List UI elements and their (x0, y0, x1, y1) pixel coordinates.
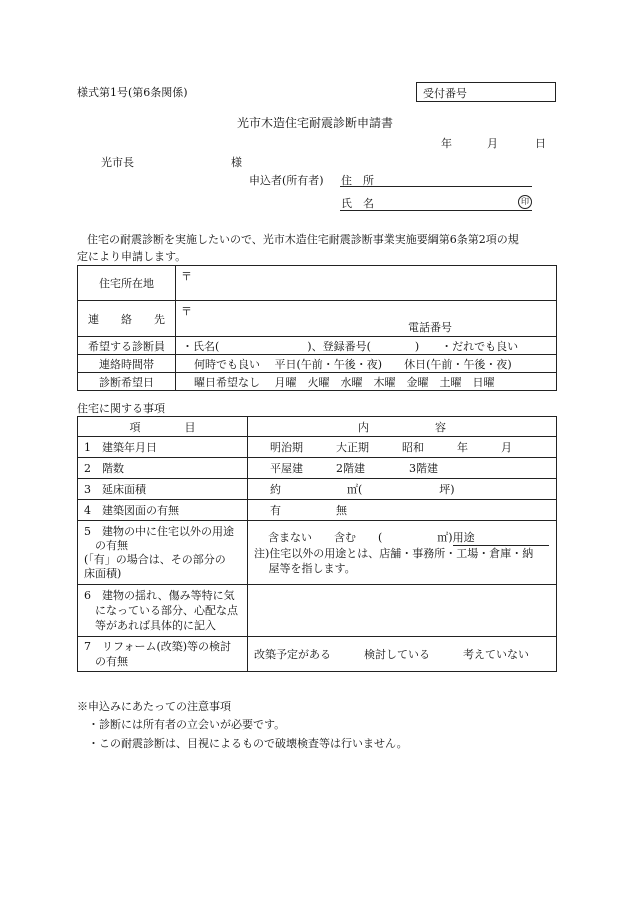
location-field[interactable] (176, 266, 557, 301)
table-row (78, 301, 557, 337)
receipt-number-box[interactable] (416, 82, 556, 102)
contact-field[interactable] (176, 301, 557, 337)
row-item-line: (「有」の場合は、その部分の (84, 552, 226, 566)
applicant-address-line[interactable] (340, 186, 532, 187)
usage-options: 含まない 含む ( ㎡) (268, 530, 453, 544)
row-item-line: 6 建物の揺れ、傷み等特に気 (84, 589, 235, 602)
row-item-line: の有無 (84, 538, 128, 552)
contact-time-label: 連絡時間帯 (78, 355, 176, 373)
table-row (78, 637, 557, 672)
table-row (78, 500, 557, 521)
table-row (78, 266, 557, 301)
row-item-line: の有無 (84, 655, 128, 668)
table-row (78, 373, 557, 391)
contact-label: 連 絡 先 (78, 301, 176, 337)
note-item: ・診断には所有者の立会いが必要です。 (88, 718, 286, 731)
row-item: 1 建築年月日 (78, 437, 248, 458)
desired-date-field[interactable]: 曜日希望なし 月曜 火曜 水曜 木曜 金曜 土曜 日曜 (176, 373, 557, 391)
postal-mark: 〒 (181, 270, 192, 283)
applicant-label: 申込者(所有者) (249, 174, 324, 187)
row-item (78, 637, 248, 672)
row-item: 2 階数 (78, 458, 248, 479)
usage-field[interactable]: 用途 (453, 530, 549, 546)
table-row (78, 355, 557, 373)
addressee-honorific: 様 (231, 156, 242, 169)
row-item (78, 585, 248, 637)
applicant-name-line[interactable] (340, 210, 532, 211)
row-content[interactable] (248, 585, 557, 637)
contact-time-field[interactable]: 何時でも良い 平日(午前・午後・夜) 休日(午前・午後・夜) (176, 355, 557, 373)
row-item-line: 7 リフォーム(改築)等の検討 (84, 640, 232, 653)
table-row (78, 521, 557, 585)
row-item-line: 5 建物の中に住宅以外の用途 (84, 524, 234, 538)
row-content[interactable]: 改築予定がある 検討している 考えていない (248, 637, 557, 672)
applicant-name-label: 氏 名 (341, 197, 374, 210)
body-text-2: 定により申請します。 (77, 250, 187, 263)
row-item: 3 延床面積 (78, 479, 248, 500)
section-title: 住宅に関する事項 (77, 402, 165, 415)
row-content[interactable]: 平屋建 2階建 3階建 (248, 458, 557, 479)
row-content[interactable]: 約 ㎡( 坪) (248, 479, 557, 500)
receipt-label: 受付番号 (423, 87, 467, 100)
note-item: ・この耐震診断は、目視によるもので破壊検査等は行いません。 (88, 737, 408, 750)
application-table (77, 265, 557, 391)
usage-note-1: 注)住宅以外の用途とは、店舗・事務所・工場・倉庫・納 (254, 546, 534, 560)
header-item: 項 目 (78, 417, 248, 437)
seal-mark: 印 (518, 195, 532, 209)
date-year: 年 (441, 137, 452, 150)
table-row (78, 585, 557, 637)
row-item-line: になっている部分、心配な点 (84, 604, 238, 617)
postal-mark: 〒 (181, 305, 192, 318)
inspector-field[interactable]: ・氏名( )、登録番号( ) ・だれでも良い (176, 337, 557, 355)
addressee-name: 光市長 (101, 156, 134, 169)
row-content[interactable]: 明治期 大正期 昭和 年 月 (248, 437, 557, 458)
inspector-label: 希望する診断員 (78, 337, 176, 355)
row-content[interactable] (248, 521, 557, 585)
header-content: 内 容 (248, 417, 557, 437)
house-info-table (77, 416, 557, 672)
row-item-line: 床面積) (84, 566, 122, 580)
table-row (78, 337, 557, 355)
row-item: 4 建築図面の有無 (78, 500, 248, 521)
phone-label: 電話番号 (408, 321, 452, 334)
notes-heading: ※申込みにあたっての注意事項 (77, 700, 231, 713)
date-month: 月 (487, 137, 498, 150)
usage-note-2: 屋等を指します。 (254, 561, 356, 575)
row-item-line: 等があれば具体的に記入 (84, 619, 216, 632)
table-row (78, 458, 557, 479)
document-title: 光市木造住宅耐震診断申請書 (237, 116, 394, 130)
row-item (78, 521, 248, 585)
row-content[interactable]: 有 無 (248, 500, 557, 521)
desired-date-label: 診断希望日 (78, 373, 176, 391)
table-row (78, 417, 557, 437)
table-row (78, 479, 557, 500)
form-number: 様式第1号(第6条関係) (77, 86, 188, 99)
table-row (78, 437, 557, 458)
location-label: 住宅所在地 (78, 266, 176, 301)
body-text-1: 住宅の耐震診断を実施したいので、光市木造住宅耐震診断事業実施要綱第6条第2項の規 (87, 233, 519, 246)
applicant-address-label: 住 所 (341, 174, 374, 187)
date-day: 日 (535, 137, 546, 150)
